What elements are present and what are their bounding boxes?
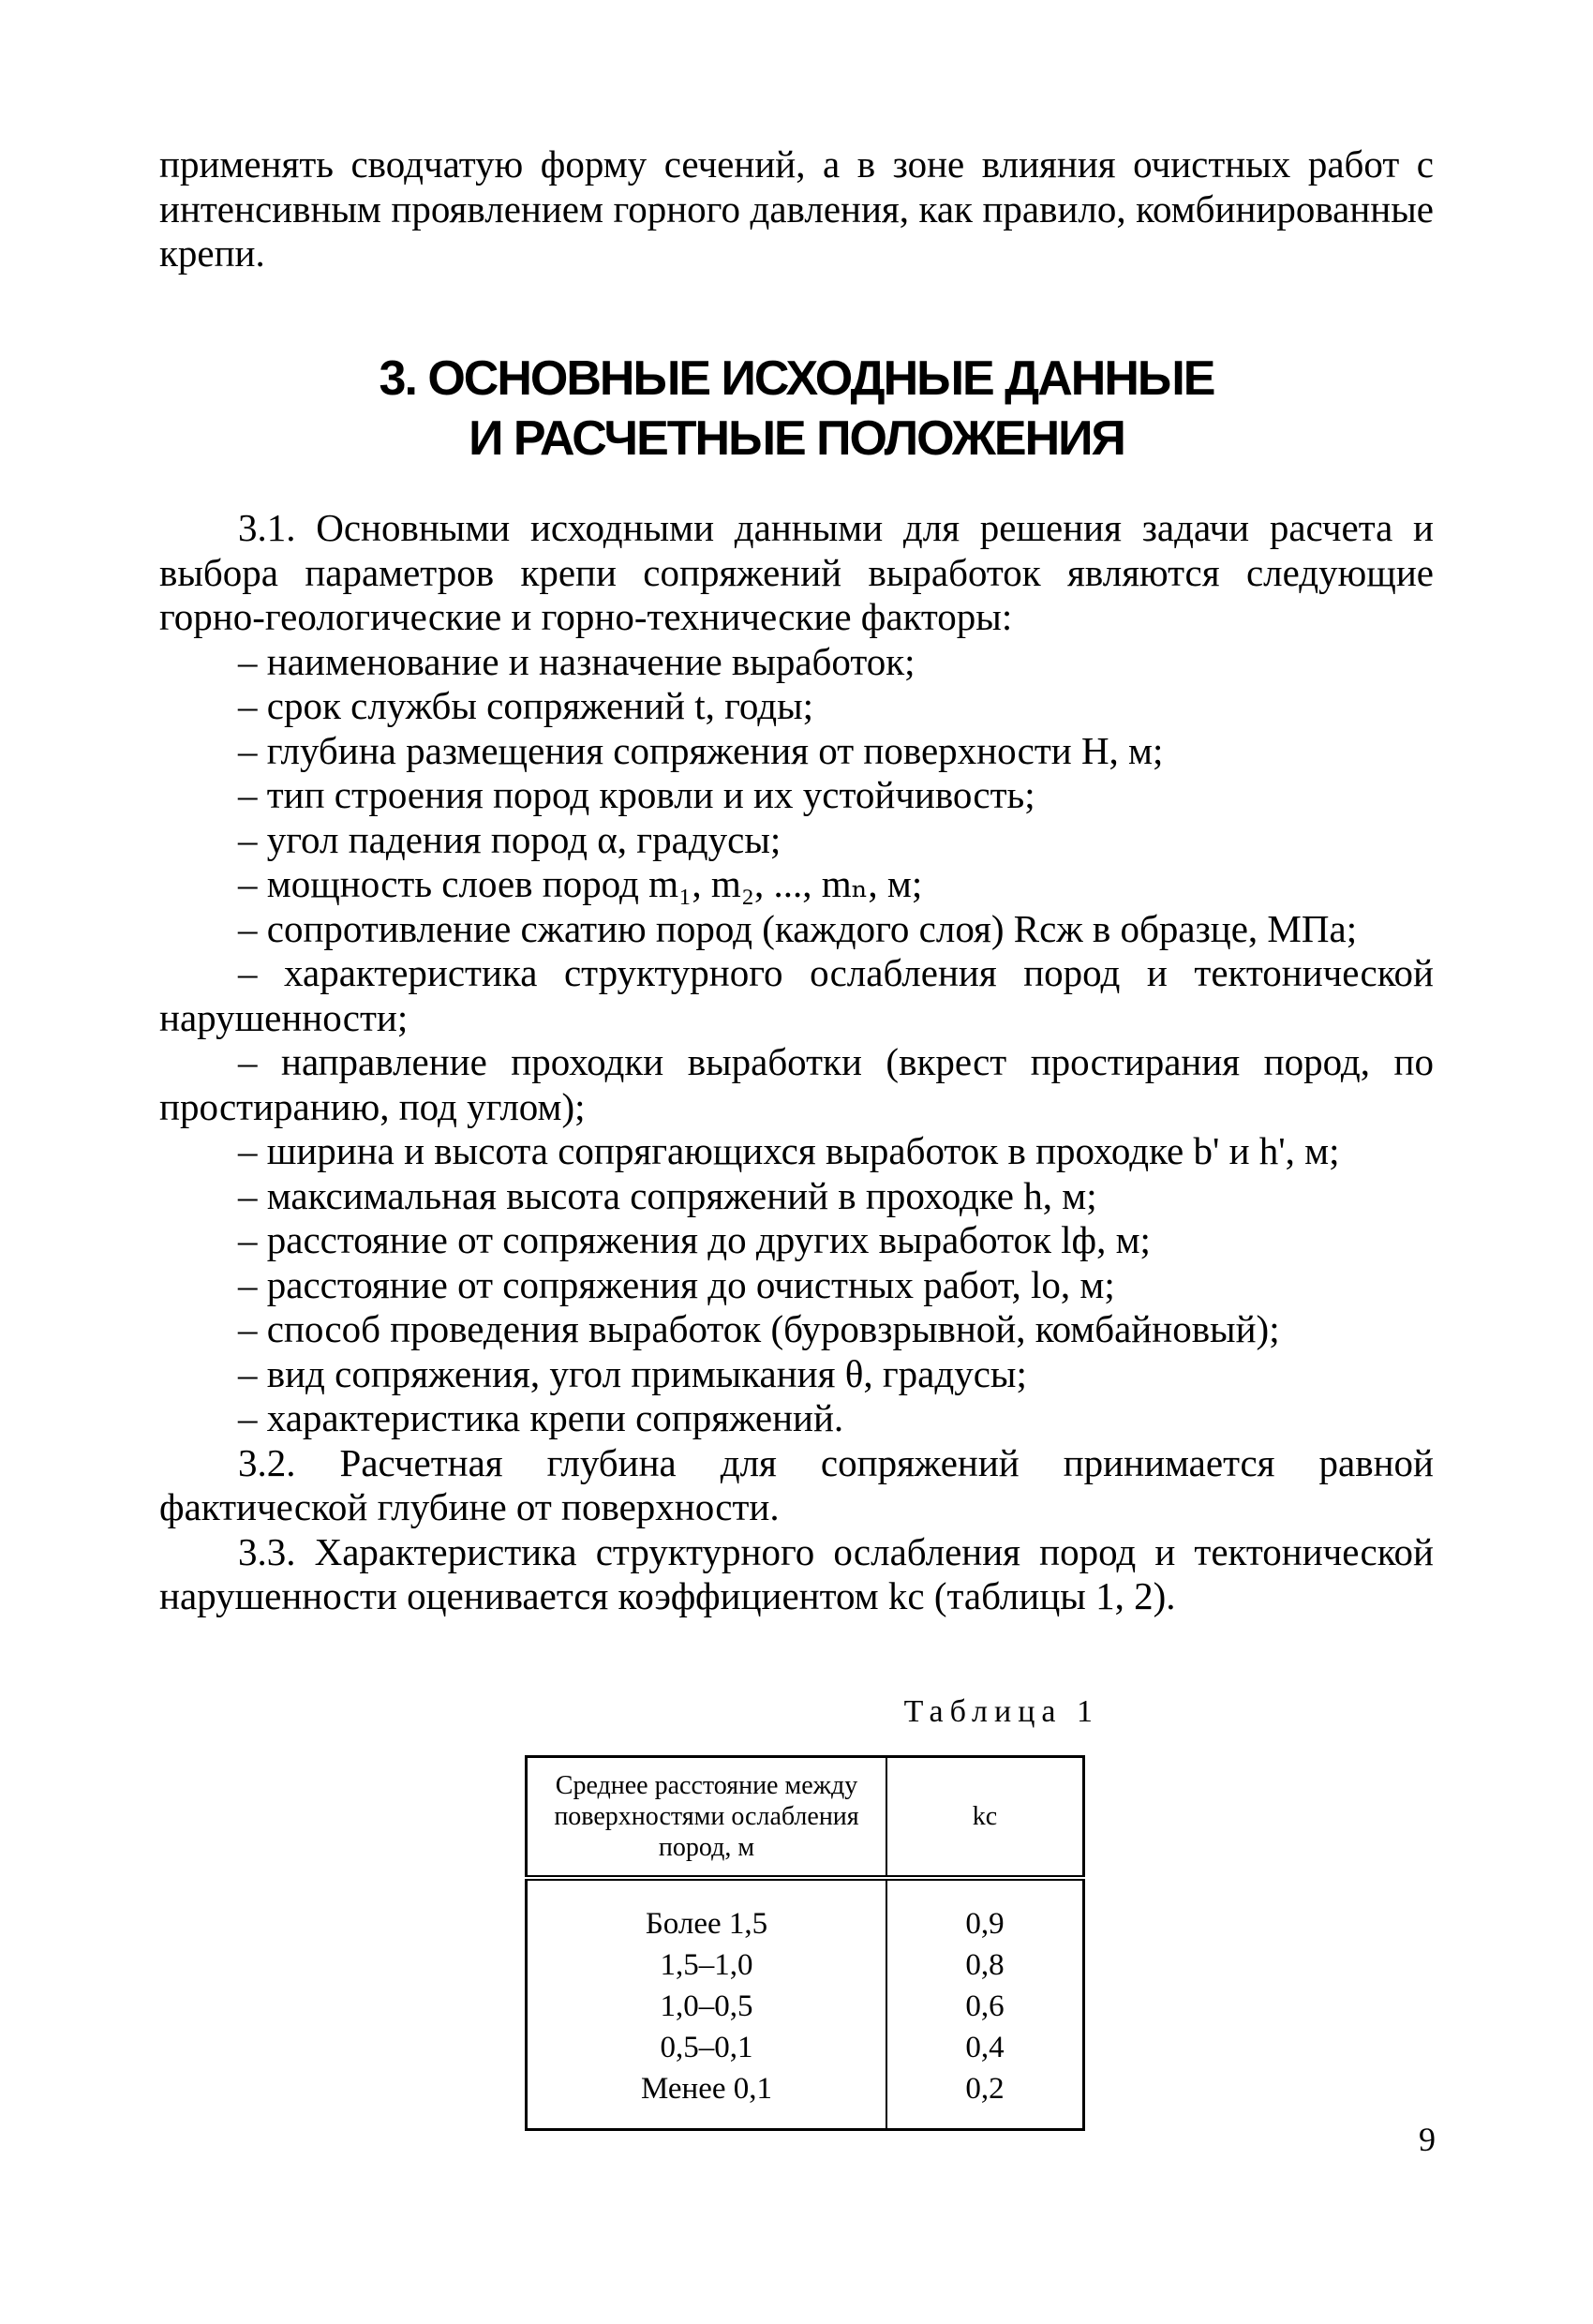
table-cell-distance: 1,0–0,5 [527,1986,887,2027]
list-item: – характеристика крепи сопряжений. [238,1396,844,1439]
list-item: – расстояние от сопряжения до очистных работ, lо, м; [238,1262,1115,1306]
table-cell-distance: 1,5–1,0 [527,1944,887,1986]
intro-block [159,142,1434,276]
list-item: – расстояние от сопряжения до других выработок lф, м; [238,1218,1151,1261]
list-item: – сопротивление сжатию пород (каждого слоя) Rсж в образце, МПа; [238,906,1358,950]
list-item: – вид сопряжения, угол примыкания θ, градусы; [238,1351,1027,1395]
list-item: – ширина и высота сопрягающихся выработок в проходке b' и h', м; [238,1129,1340,1172]
list-item: – способ проведения выработок (буровзрывной, комбайновый); [238,1307,1280,1350]
intro-paragraph: применять сводчатую форму сечений, а в зоне влияния очистных работ с интенсивным проявлением горного давления, как правило, комбинированные крепи. [159,142,1434,275]
table-row [527,2027,1084,2068]
section-heading-line1: 3. ОСНОВНЫЕ ИСХОДНЫЕ ДАННЫЕ [379,351,1214,406]
list-item: – направление проходки выработки (вкрест простирания пород, по простиранию, под углом); [159,1040,1434,1128]
list-item: – срок службы сопряжений t, годы; [238,684,814,727]
list-item: – тип строения пород кровли и их устойчивость; [238,773,1035,816]
list-item: – наименование и назначение выработок; [238,639,916,683]
list-item: – глубина размещения сопряжения от поверхности H, м; [238,728,1164,772]
table-1 [525,1755,1085,2131]
table-header-distance: Среднее расстояние между поверхностями ослабления пород, м [527,1757,887,1879]
list-item: – угол падения пород α, градусы; [238,817,782,861]
paragraph-3-3: 3.3. Характеристика структурного ослабления пород и тектонической нарушенности оценивается коэффициентом kс (таблицы 1, 2). [159,1529,1434,1617]
table-cell-kc: 0,9 [886,1878,1084,1944]
table-row [527,1878,1084,1944]
table-header-kc: kс [886,1757,1084,1879]
table-row [527,1944,1084,1986]
table-caption: Таблица 1 [903,1694,1099,1729]
table-cell-kc: 0,6 [886,1986,1084,2027]
list-item: – максимальная высота сопряжений в проходке h, м; [238,1173,1097,1217]
table-row [527,1986,1084,2027]
section-heading [159,349,1434,469]
table-header-row [527,1757,1084,1879]
section-3-body [159,506,1434,1619]
table-cell-kc: 0,8 [886,1944,1084,1986]
paragraph-3-2: 3.2. Расчетная глубина для сопряжений принимается равной фактической глубине от поверхности. [159,1440,1434,1528]
table-cell-distance: 0,5–0,1 [527,2027,887,2068]
list-item: – характеристика структурного ослабления пород и тектонической нарушенности; [159,951,1434,1039]
section-heading-line2: И РАСЧЕТНЫЕ ПОЛОЖЕНИЯ [469,411,1124,466]
page-number: 9 [1419,2121,1436,2158]
table-row [527,2068,1084,2130]
table-cell-kc: 0,2 [886,2068,1084,2130]
table-cell-distance: Менее 0,1 [527,2068,887,2130]
list-item: – мощность слоев пород m₁, m₂, ..., mₙ, м; [238,862,923,905]
table-cell-kc: 0,4 [886,2027,1084,2068]
paragraph-3-1: 3.1. Основными исходными данными для решения задачи расчета и выбора параметров крепи сопряжений выработок являются следующие горно-геологические и горно-технические факторы: [159,506,1434,638]
table-cell-distance: Более 1,5 [527,1878,887,1944]
